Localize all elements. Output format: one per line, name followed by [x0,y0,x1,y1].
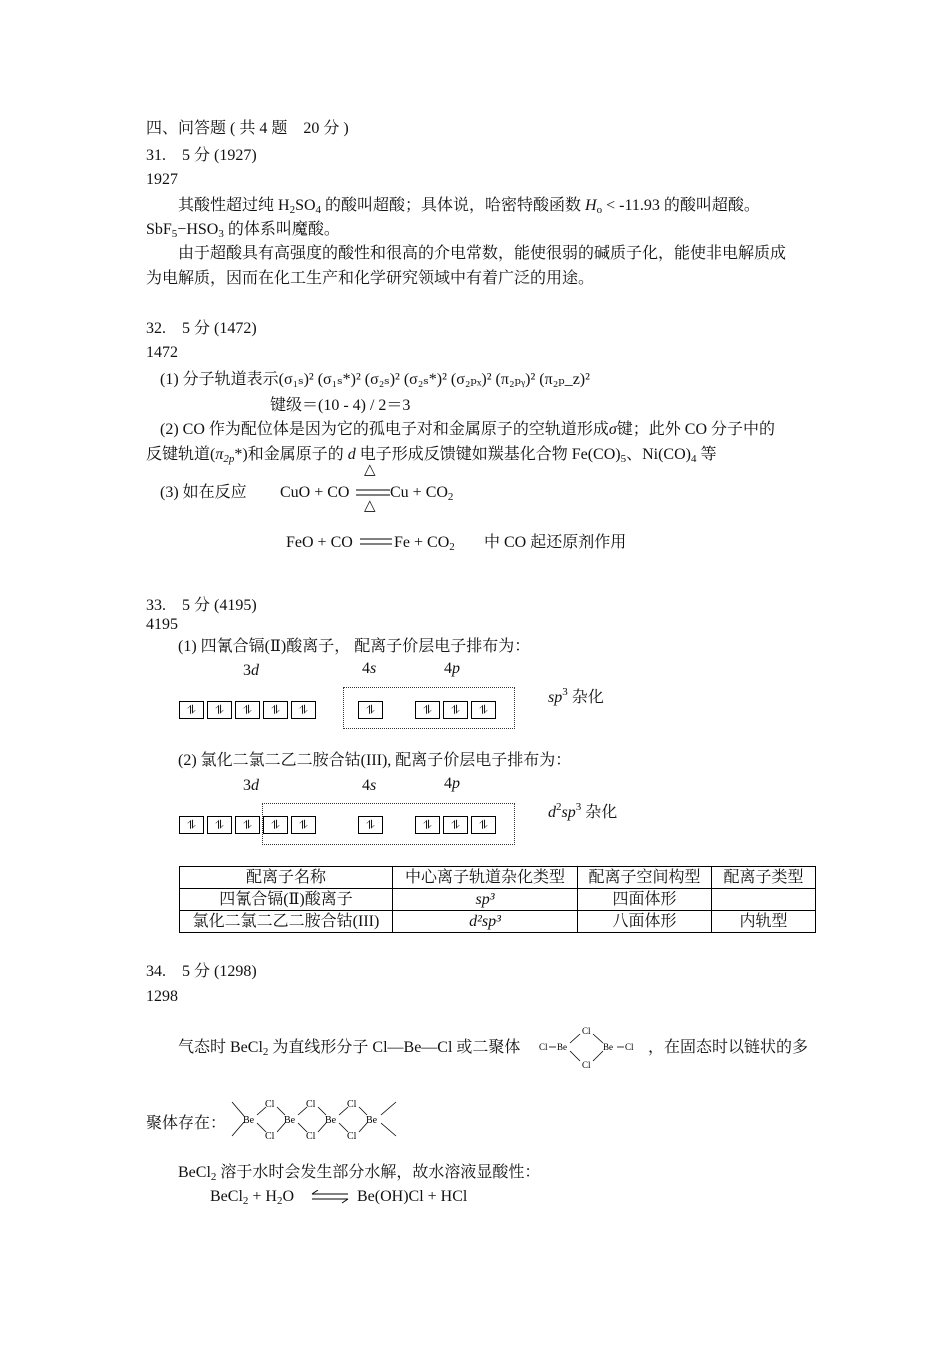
table-header-row [180,867,816,889]
mo-config: (σ₁ₛ)² (σ₁ₛ*)² (σ₂ₛ)² (σ₂ₛ*)² (σ₂ₚₓ)² (π₂ₚᵧ)² (π₂ₚ_z)² [278,371,590,388]
hybrid-orbital-outline-1 [343,687,515,729]
hydrolysis-equation-right: Be(OH)Cl + HCl [357,1188,468,1205]
orbital2-box-3d-1: ⥮ [179,816,204,834]
chain-cl-top-3: Cl [347,1099,357,1110]
orbital2-box-3d-3: ⥮ [235,816,260,834]
q33-header: 33. 5 分 (4195) [146,597,257,614]
orbital-box-4s: ⥮ [358,701,383,719]
dimer-cl-left: Cl [539,1042,548,1052]
hydrolysis-equation-left: BeCl$_2$ + $H_2O$ [210,1188,295,1207]
chain-cl-bottom-1: Cl [265,1131,275,1142]
reaction-1-equals-sign [356,488,390,498]
chain-cl-top-1: Cl [265,1099,275,1110]
q32-part2-line2: 反键轨道$(\pi_{2p}*)$和金属原子的 d 电子形成反馈键如羰基化合物 $Fe(CO)_5$、$Ni(CO)_4$ 等 [146,446,717,465]
table-header-cell: 中心离子轨道杂化类型 [393,867,578,889]
q34-header: 34. 5 分 (1298) [146,963,257,980]
q34-id: 1298 [146,988,178,1005]
reaction-1-right: $Cu + CO_2$ [390,484,454,503]
hybrid-orbital-outline-2 [262,803,515,845]
q31-paragraph-3: 由于超酸具有高强度的酸性和很高的介电常数，能使很弱的碱质子化，能使非电解质成 [178,245,787,262]
q31-id: 1927 [146,171,178,188]
orbital-box-4p-3: ⥮ [471,701,496,719]
orbital-box-3d-4: ⥮ [263,701,288,719]
dimer-cl-bottom: Cl [582,1060,591,1070]
table-header-cell: 配离子名称 [180,867,393,889]
reaction-2-equals-sign [360,537,392,547]
becl2-polymer-chain [226,1096,406,1142]
heat-symbol-top: △ [364,462,376,478]
table-cell: 四氰合镉(Ⅱ)酸离子 [180,889,393,911]
becl2-dimer-structure [537,1024,649,1070]
orbital-box-3d-3: ⥮ [235,701,260,719]
q31-header: 31. 5 分 (1927) [146,147,257,164]
orbital-3d-label: 3d [243,662,259,679]
orbital2-box-4p-1: ⥮ [415,816,440,834]
q31-paragraph-2: $SbF_5-HSO_3$ 的体系叫魔酸。 [146,221,340,240]
q31-paragraph-4: 为电解质，因而在化工生产和化学研究领域中有着广泛的用途。 [146,270,595,287]
orbital2-box-3d-4: ⥮ [263,816,288,834]
reaction-2-note: 中 CO 起还原剂作用 [484,534,627,551]
table-header-cell: 配离子类型 [712,867,816,889]
q33-part1: (1) 四氰合镉(Ⅱ)酸离子， 配离子价层电子排布为： [178,638,531,655]
orbital-box-3d-2: ⥮ [207,701,232,719]
q34-paragraph-3: BeCl$_2$ 溶于水时会发生部分水解，故水溶液显酸性： [178,1164,541,1183]
q31-paragraph-1: 其酸性超过纯 $H_2SO_4$ 的酸叫超酸；具体说，哈密特酸函数 $H_o < -11.93$ 的酸叫超酸。 [178,197,760,216]
table-cell [712,889,816,911]
table-row [180,911,816,933]
orbital2-box-3d-5: ⥮ [291,816,316,834]
orbital-3d-label-2: 3d [243,777,259,794]
hybridization-d2sp3-label: $d^2sp^3$ 杂化 [548,801,618,821]
q34-paragraph-1b: ，在固态时以链状的多 [648,1039,809,1056]
table-cell: 氯化二氯二乙二胺合钴(III) [180,911,393,933]
table-cell: 四面体形 [578,889,712,911]
q32-bond-order: 键级＝(10 - 4) / 2＝3 [270,397,411,414]
reaction-1-left: CuO + CO [280,484,350,501]
orbital-4p-label-2: 4p [444,775,460,792]
table-cell: sp³ [393,889,578,911]
chain-be-2: Be [284,1115,296,1126]
orbital-4p-label: 4p [444,660,460,677]
table-cell: 内轨型 [712,911,816,933]
q32-header: 32. 5 分 (1472) [146,320,257,337]
table-cell: 八面体形 [578,911,712,933]
orbital-4s-label: 4s [362,660,377,677]
table-header-cell: 配离子空间构型 [578,867,712,889]
reaction-2-right: $Fe + CO_2$ [394,534,455,553]
q34-paragraph-2: 聚体存在： [146,1115,227,1132]
dimer-be-right: Be [603,1042,613,1052]
q32-part3-label: (3) 如在反应 [160,484,247,501]
heat-symbol-bottom: △ [364,498,376,514]
orbital2-box-3d-2: ⥮ [207,816,232,834]
orbital-box-4p-1: ⥮ [415,701,440,719]
orbital-box-3d-1: ⥮ [179,701,204,719]
dimer-cl-right: Cl [625,1042,634,1052]
table-row [180,889,816,911]
chain-cl-top-2: Cl [306,1099,316,1110]
q34-paragraph-1a: 气态时 BeCl$_2$ 为直线形分子 Cl—Be—Cl 或二聚体 [178,1039,521,1058]
chain-be-3: Be [325,1115,337,1126]
chain-be-4: Be [366,1115,378,1126]
q33-part2: (2) 氯化二氯二乙二胺合钴(III), 配离子价层电子排布为： [178,752,572,769]
reaction-2-left: FeO + CO [286,534,353,551]
orbital-box-3d-5: ⥮ [291,701,316,719]
q32-id: 1472 [146,344,178,361]
complex-ion-table [179,866,816,933]
hybridization-sp3-label: $sp^3$ 杂化 [548,686,604,706]
chain-be-1: Be [243,1115,255,1126]
orbital2-box-4p-3: ⥮ [471,816,496,834]
equilibrium-arrow [310,1190,350,1204]
dimer-be-left: Be [557,1042,567,1052]
orbital2-box-4s: ⥮ [358,816,383,834]
orbital-4s-label-2: 4s [362,777,377,794]
chain-cl-bottom-3: Cl [347,1131,357,1142]
q32-mo-line: (1) 分子轨道表示(σ₁ₛ)² (σ₁ₛ*)² (σ₂ₛ)² (σ₂ₛ*)² (σ₂ₚₓ)² (π₂ₚᵧ)² (π₂ₚ_z)² [160,371,590,388]
section-header: 四、问答题 ( 共 4 题 20 分 ) [146,120,349,137]
dimer-cl-top: Cl [582,1026,591,1036]
q32-part2-line1: (2) CO 作为配位体是因为它的孤电子对和金属原子的空轨道形成σ键；此外 CO 分子中的 [160,421,776,438]
orbital-box-4p-2: ⥮ [443,701,468,719]
orbital2-box-4p-2: ⥮ [443,816,468,834]
chain-cl-bottom-2: Cl [306,1131,316,1142]
table-cell: d²sp³ [393,911,578,933]
q33-id: 4195 [146,616,178,633]
